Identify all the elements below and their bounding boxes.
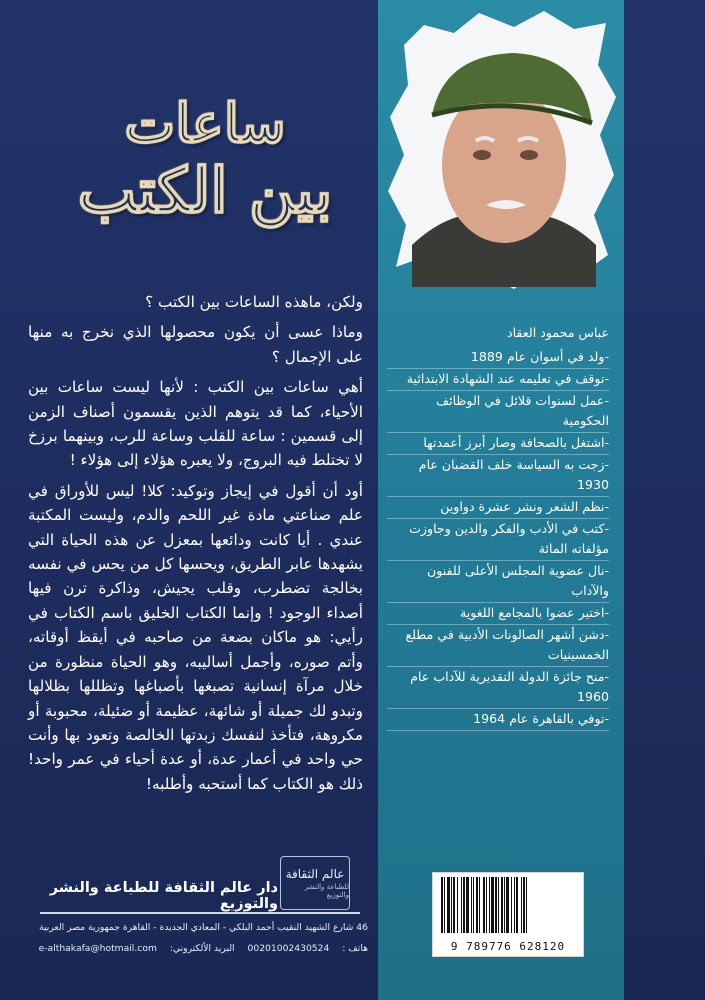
barcode-bar xyxy=(486,877,487,933)
barcode-bar xyxy=(514,877,515,933)
barcode-bar xyxy=(476,877,478,933)
bio-item: -منح جائزة الدولة التقديرية للآداب عام 1960 xyxy=(387,667,609,709)
blurb-paragraph: أود أن أقول في إيجاز وتوكيد: كلا! ليس للأوراق في علم صناعتي مادة غير اللحم والدم، وليست المكتبة عندي . أيا كانت ودائعها بمعزل عن هذه الحياة التي يشهدها عابر الطريق، ويحسها كل من يحس في نفسه بخالجة تضطرب، وقلب يجيش، وذاكرة ترن فيها أصداء الوجود ! وإنما الكتاب الخليق باسم الكتاب في رأيي: هو ماكان بضعة من صاحبه في أيقظ أوقاته، وأتم صوره، وأجمل أساليبه، وهو الحياة منظورة من خلال مرآة إنسانية تصبغها بأصباغها وتظللها بظلالها وتبدو لك جميلة أو شائهة، عظيمة أو ضئيلة، محبوبة أو مكروهة، فتأخذ لنفسك زبدتها الخالصة وتعود بها وأنت حي واحد في أعمار عدة، أو عدة أحياء في عمر واحد! ذلك هو الكتاب كما أستحبه وأطلبه! xyxy=(28,481,363,793)
bio-item: -ولد في أسوان عام 1889 xyxy=(387,347,609,369)
right-eye-shape xyxy=(520,150,538,160)
email-label: البريد الألكتروني: xyxy=(169,943,235,954)
isbn-digits: 9 789776 628120 xyxy=(450,940,566,953)
barcode-bar xyxy=(483,877,485,933)
barcode-bar xyxy=(463,877,465,933)
barcode-bar xyxy=(491,877,494,933)
barcode-bar xyxy=(506,877,509,933)
bio-item: -عمل لسنوات قلائل في الوظائف الحكومية xyxy=(387,391,609,433)
barcode-bar xyxy=(498,877,499,933)
barcode-bars xyxy=(439,877,577,933)
barcode-bar xyxy=(516,877,518,933)
bio-item: -كتب في الأدب والفكر والدين وجاوزت مؤلفاته المائة xyxy=(387,519,609,561)
book-title xyxy=(60,91,350,270)
bio-item: -توفي بالقاهرة عام 1964 xyxy=(387,709,609,731)
blurb-paragraph: وماذا عسى أن يكون محصولها الذي نخرج به منها على الإجمال ؟ xyxy=(28,323,363,366)
isbn-barcode xyxy=(432,872,584,957)
barcode-bar xyxy=(473,877,474,933)
author-bio xyxy=(387,323,609,731)
barcode-bar xyxy=(471,877,472,933)
bio-item: -اشتغل بالصحافة وصار أبرز أعمدتها xyxy=(387,433,609,455)
blurb-text xyxy=(28,290,363,802)
publisher-contact xyxy=(28,943,368,954)
title-line-1: ساعات xyxy=(124,91,286,155)
bio-item: -دشن أشهر الصالونات الأدبية في مطلع الخمسينيات xyxy=(387,625,609,667)
bio-item: -نال عضوية المجلس الأعلى للفنون والآداب xyxy=(387,561,609,603)
publisher-logo-text: عالم الثقافة xyxy=(285,867,345,881)
barcode-bar xyxy=(489,877,490,933)
barcode-bar xyxy=(504,877,505,933)
bio-item: -نظم الشعر ونشر عشرة دواوين xyxy=(387,497,609,519)
left-eye-shape xyxy=(473,150,491,160)
barcode-bar xyxy=(479,877,480,933)
title-line-2: بين الكتب xyxy=(77,153,333,227)
publisher-name: دار عالم الثقافة للطباعة والنشر والتوزيع xyxy=(49,880,278,912)
barcode-bar xyxy=(453,877,455,933)
barcode-bar xyxy=(447,877,450,933)
author-name: عباس محمود العقاد xyxy=(506,325,609,340)
phone-number: 00201002430524 xyxy=(247,943,330,954)
barcode-bar xyxy=(444,877,445,933)
barcode-bar xyxy=(511,877,512,933)
barcode-bar xyxy=(495,877,497,933)
bio-item: -توقف في تعليمه عند الشهادة الابتدائية xyxy=(387,369,609,391)
barcode-bar xyxy=(451,877,452,933)
bio-item: -زجت به السياسة خلف القضبان عام 1930 xyxy=(387,455,609,497)
barcode-bar xyxy=(461,877,462,933)
divider xyxy=(40,912,360,914)
barcode-bar xyxy=(466,877,469,933)
blurb-paragraph: ولكن، ماهذه الساعات بين الكتب ؟ xyxy=(145,293,363,311)
author-portrait xyxy=(384,5,620,295)
publisher-logo-subtext: للطباعة والنشر والتوزيع xyxy=(304,883,349,899)
barcode-bar xyxy=(521,877,522,933)
barcode-bar xyxy=(441,877,443,933)
barcode-bar xyxy=(523,877,525,933)
barcode-bar xyxy=(501,877,503,933)
blurb-paragraph: أهي ساعات بين الكتب : لأنها ليست ساعات بين الأحياء، كما قد يتوهم الذين يقسمون أصناف الزمن إلى قسمين : ساعة للقلب وساعة للرب، وبينهما برزخ لا تختلط فيه البروج، ولا يعبره هؤلاء إلى هؤلاء ! xyxy=(28,378,363,470)
phone-label: هاتف : xyxy=(342,943,368,954)
barcode-bar xyxy=(457,877,458,933)
publisher-logo xyxy=(280,856,350,910)
bio-item: -اختير عضوا بالمجامع اللغوية xyxy=(387,603,609,625)
publisher-address: 46 شارع الشهيد النقيب أحمد البلكي - المعادي الجديدة - القاهرة جمهورية مصر العربية xyxy=(39,922,368,933)
email-address: e-althakafa@hotmail.com xyxy=(38,943,157,954)
barcode-bar xyxy=(526,877,527,933)
